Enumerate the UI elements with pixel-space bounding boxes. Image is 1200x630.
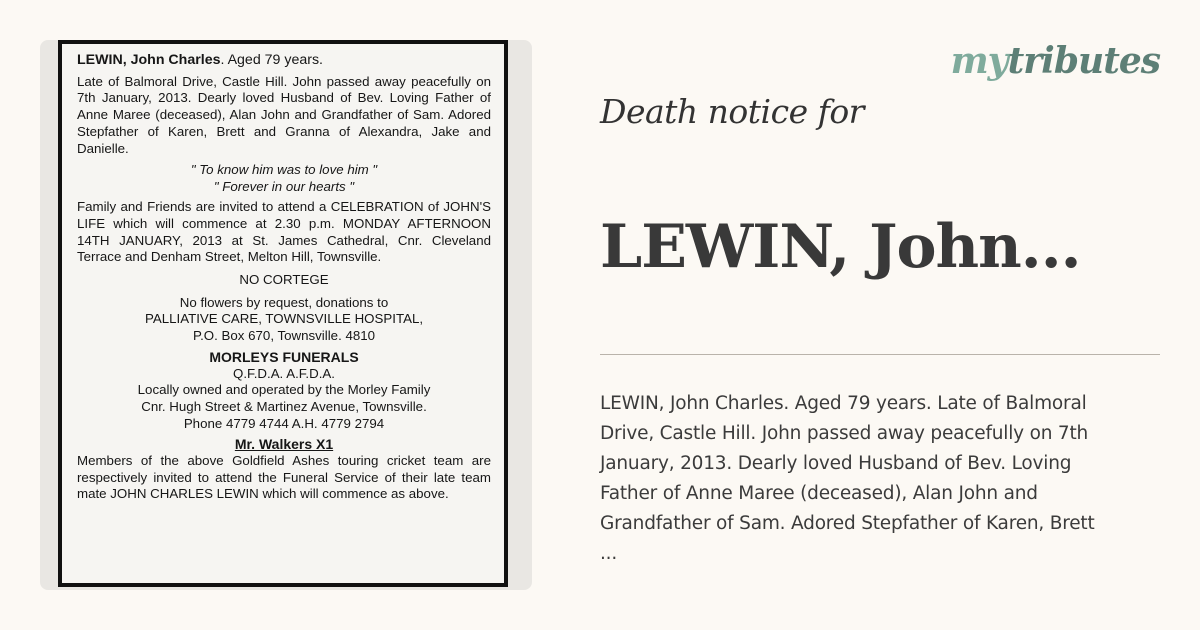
funeral-director-line-2: Cnr. Hugh Street & Martinez Avenue, Townsville. — [141, 398, 427, 414]
funeral-director-block — [77, 349, 491, 433]
notice-body: Late of Balmoral Drive, Castle Hill. John passed away peacefully on 7th January, 2013. Dearly loved Husband of Bev. Loving Father of Anne Maree (deceased), Alan John and Grandfather of Sam. Adored Stepfather of Karen, Brett and Granna of Alexandra, Jake and Danielle. — [77, 73, 491, 156]
excerpt-line: Grandfather of Sam. Adored Stepfather of Karen, Brett — [600, 513, 1095, 534]
funeral-director-qualifications: Q.F.D.A. A.F.D.A. — [233, 365, 335, 381]
notice-quote-line-2: " Forever in our hearts " — [213, 179, 355, 195]
newspaper-notice-clipping — [58, 40, 508, 587]
excerpt-line: January, 2013. Dearly loved Husband of Bev. Loving — [600, 453, 1072, 474]
team-notice-body: Members of the above Goldfield Ashes touring cricket team are respectively invited to attend the Funeral Service of their late team mate JOHN CHARLES LEWIN which will commence as above. — [77, 453, 491, 502]
notice-flowers-line-1: No flowers by request, donations to — [179, 294, 389, 310]
death-notice-label: Death notice for — [600, 92, 864, 131]
notice-headline — [77, 52, 491, 69]
excerpt-line: LEWIN, John Charles. Aged 79 years. Late of Balmoral — [600, 393, 1087, 414]
excerpt-line: Father of Anne Maree (deceased), Alan John and — [600, 483, 1038, 504]
notice-image-card — [40, 40, 532, 590]
deceased-name-title: LEWIN, John... — [600, 212, 1081, 282]
notice-service-details: Family and Friends are invited to attend a CELEBRATION of JOHN'S LIFE which will commence at 2.30 p.m. MONDAY AFTERNOON 14TH JANUARY, 2013 at St. James Cathedral, Cnr. Cleveland Terrace and Denham Street, Melton Hill, Townsville. — [77, 199, 491, 265]
funeral-director-phone: Phone 4779 4744 A.H. 4779 2794 — [183, 415, 385, 431]
funeral-director-line-1: Locally owned and operated by the Morley Family — [137, 382, 431, 398]
mytributes-logo[interactable]: mytributes — [950, 40, 1160, 82]
notice-quote — [77, 161, 491, 195]
notice-quote-line-1: " To know him was to love him " — [190, 162, 378, 178]
notice-deceased-name: LEWIN, John Charles — [77, 52, 221, 68]
notice-flowers-line-3: P.O. Box 670, Townsville. 4810 — [192, 328, 376, 344]
notice-age: . Aged 79 years. — [220, 52, 324, 68]
notice-flowers-line-2: PALLIATIVE CARE, TOWNSVILLE HOSPITAL, — [144, 311, 424, 327]
notice-excerpt — [600, 389, 1160, 569]
team-heading: Mr. Walkers X1 — [234, 436, 334, 453]
excerpt-line: Drive, Castle Hill. John passed away peacefully on 7th — [600, 423, 1089, 444]
funeral-director-name: MORLEYS FUNERALS — [209, 348, 359, 365]
divider — [600, 354, 1160, 355]
notice-no-cortege: NO CORTEGE — [239, 272, 329, 288]
notice-flowers-block — [77, 295, 491, 345]
excerpt-ellipsis: ... — [600, 543, 618, 564]
